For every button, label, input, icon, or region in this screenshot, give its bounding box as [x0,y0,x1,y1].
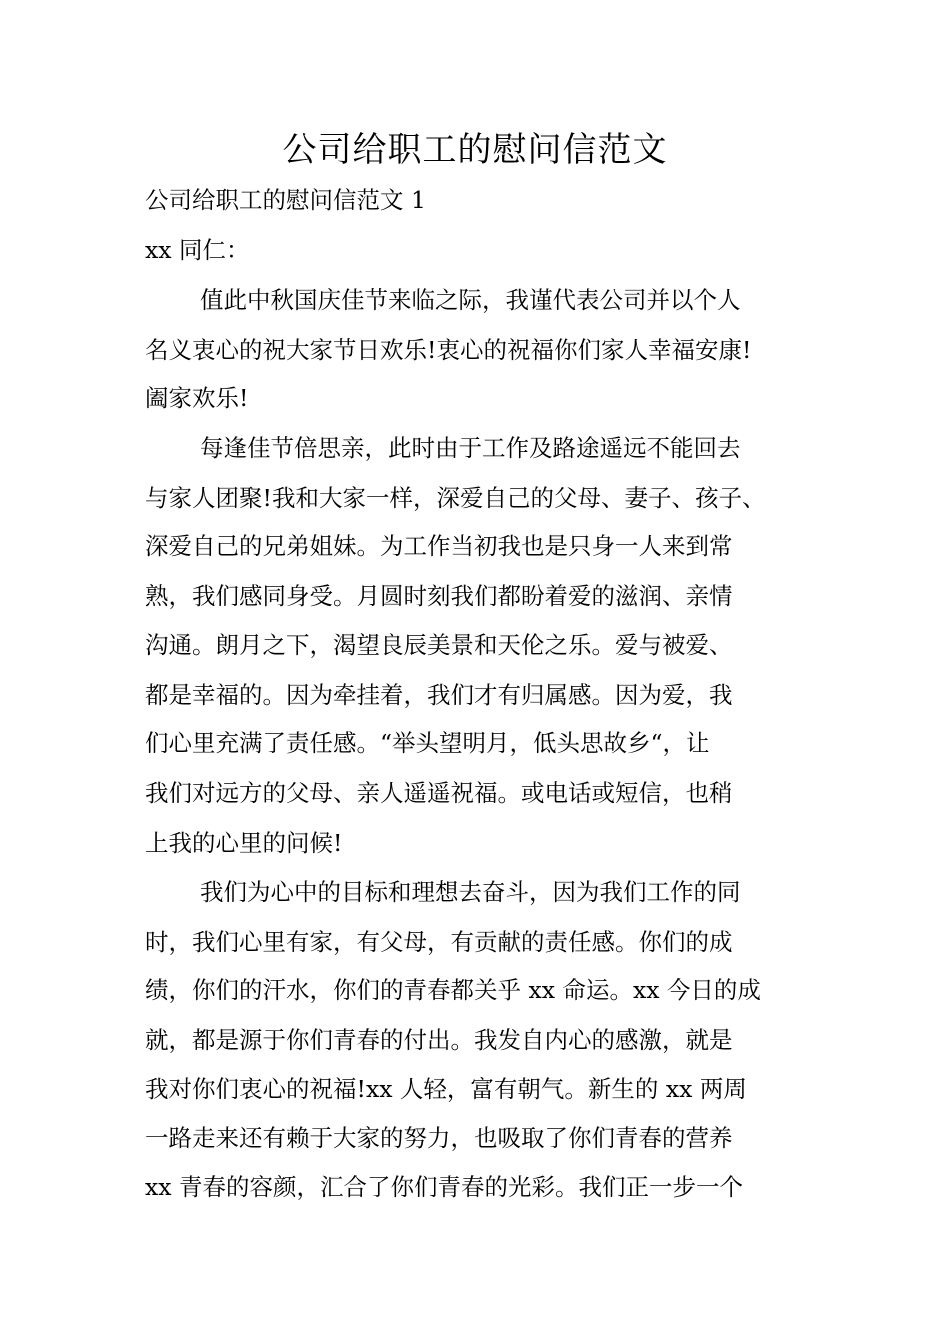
body-line: 上我的心里的问候! [145,829,343,857]
body-line: 都是幸福的。因为牵挂着，我们才有归属感。因为爱，我 [145,681,733,709]
body-line: 与家人团聚!我和大家一样，深爱自己的父母、妻子、孩子、 [145,484,766,512]
body-line: 时，我们心里有家，有父母，有贡献的责任感。你们的成 [145,928,733,956]
body-line: 我对你们衷心的祝福!xx 人轻，富有朝气。新生的 xx 两周 [145,1075,747,1103]
body-line: 们心里充满了责任感。“举头望明月，低头思故乡“，让 [145,729,710,757]
body-line: 沟通。朗月之下，渴望良辰美景和天伦之乐。爱与被爱、 [145,631,733,659]
body-line: 绩，你们的汗水，你们的青春都关乎 xx 命运。xx 今日的成 [145,976,761,1004]
body-line: 阖家欢乐! [145,384,249,412]
body-line: 一路走来还有赖于大家的努力，也吸取了你们青春的营养 [145,1124,733,1152]
document-title: 公司给职工的慰问信范文 [282,130,668,170]
body-line: 我们为心中的目标和理想去奋斗，因为我们工作的同 [200,878,741,906]
body-line: 我们对远方的父母、亲人遥遥祝福。或电话或短信，也稍 [145,779,733,807]
body-line: 每逢佳节倍思亲，此时由于工作及路途遥远不能回去 [200,434,741,462]
body-line: 就，都是源于你们青春的付出。我发自内心的感激，就是 [145,1026,733,1054]
body-line: 熟，我们感同身受。月圆时刻我们都盼着爱的滋润、亲情 [145,582,733,610]
body-line: 深爱自己的兄弟姐妹。为工作当初我也是只身一人来到常 [145,532,733,560]
body-line: xx 青春的容颜，汇合了你们青春的光彩。我们正一步一个 [145,1173,743,1201]
body-line: 值此中秋国庆佳节来临之际，我谨代表公司并以个人 [200,286,741,314]
salutation: xx 同仁： [145,236,250,264]
body-line: 名义衷心的祝大家节日欢乐!衷心的祝福你们家人幸福安康! [145,336,752,364]
document-subtitle: 公司给职工的慰问信范文 1 [145,186,426,214]
